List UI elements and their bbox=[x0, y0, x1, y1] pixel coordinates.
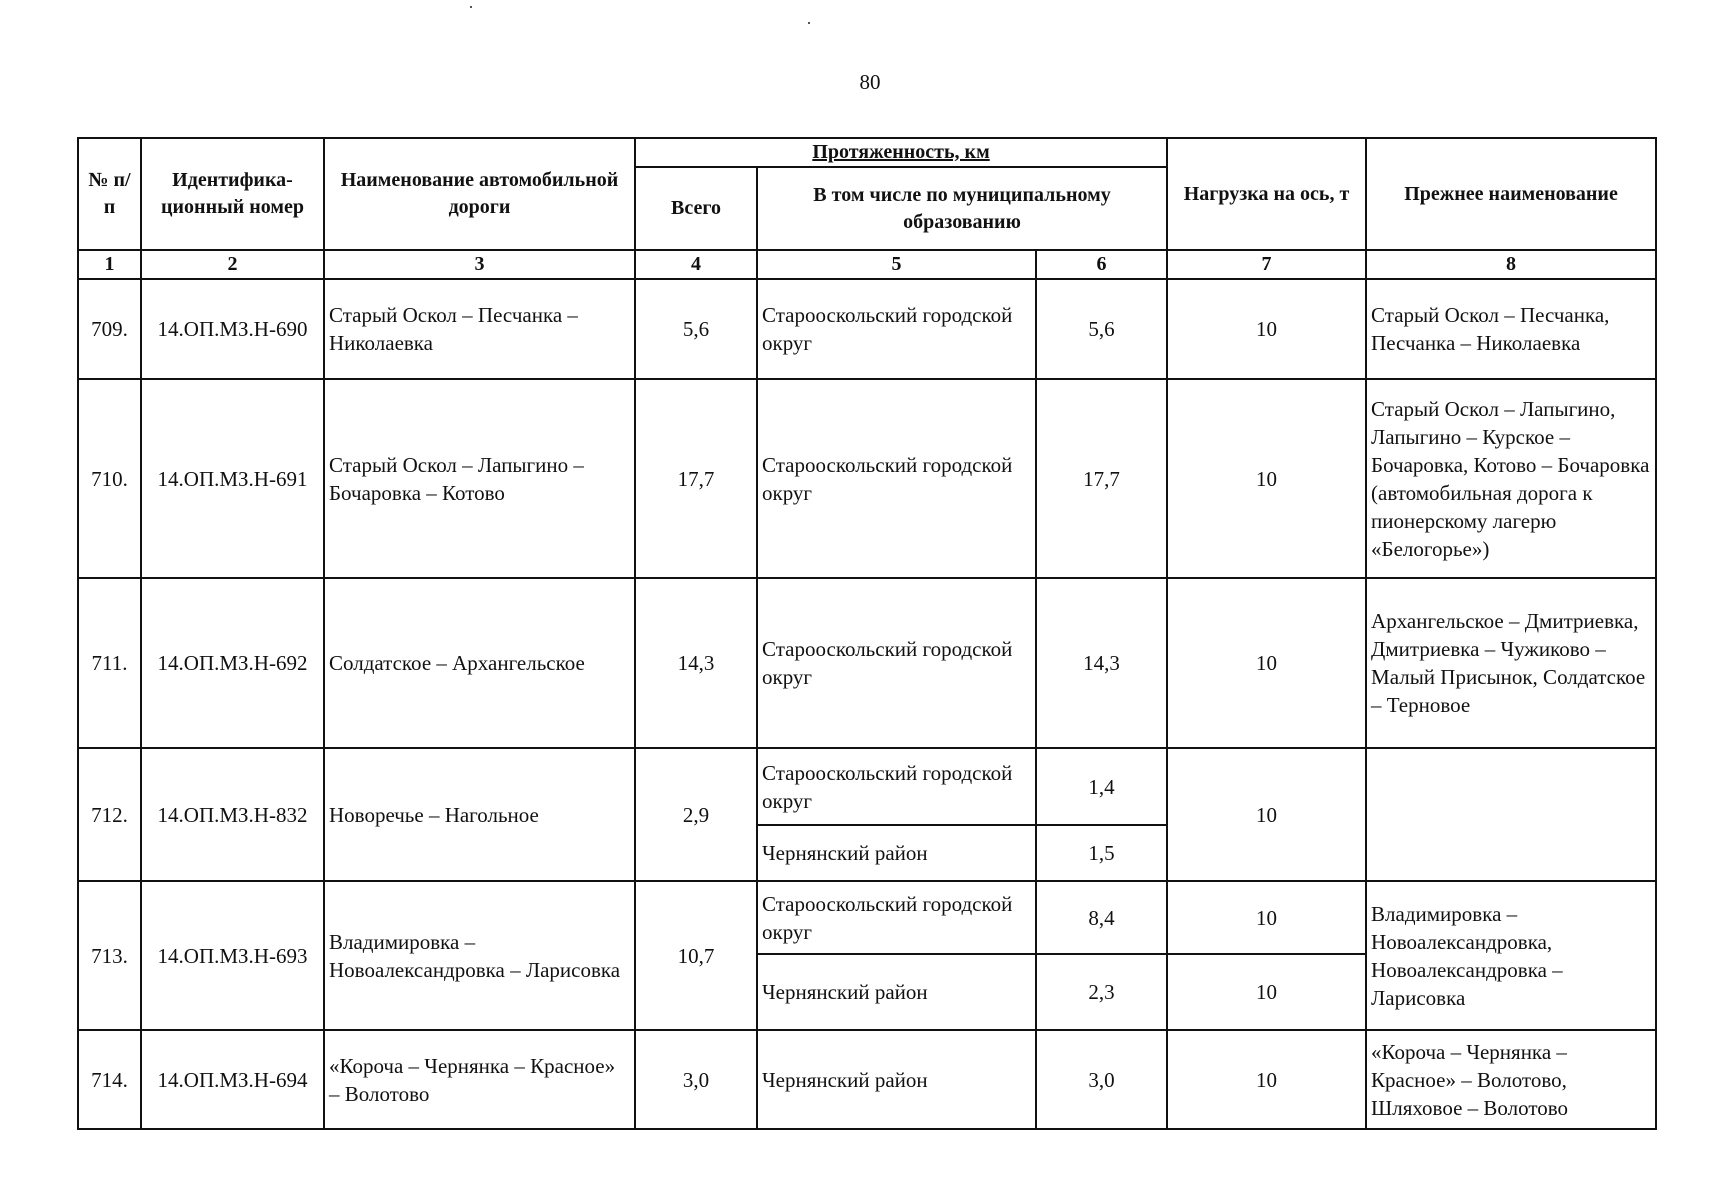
row-number: 709. bbox=[78, 279, 141, 379]
scan-speck bbox=[470, 6, 472, 8]
length-total: 5,6 bbox=[635, 279, 757, 379]
column-number: 7 bbox=[1167, 250, 1366, 279]
road-name: Владимировка – Новоалександровка – Ларисовка bbox=[324, 881, 635, 1030]
road-name: Старый Оскол – Лапыгино – Бочаровка – Котово bbox=[324, 379, 635, 578]
municipality: Старооскольский городской округ bbox=[757, 881, 1036, 954]
header-including: В том числе по муниципальному образованию bbox=[757, 167, 1167, 250]
road-id: 14.ОП.МЗ.Н-693 bbox=[141, 881, 324, 1030]
road-id: 14.ОП.МЗ.Н-694 bbox=[141, 1030, 324, 1129]
length-total: 14,3 bbox=[635, 578, 757, 748]
municipality-length: 5,6 bbox=[1036, 279, 1167, 379]
axle-load: 10 bbox=[1167, 954, 1366, 1030]
table-row bbox=[78, 379, 1656, 578]
road-name: Новоречье – Нагольное bbox=[324, 748, 635, 881]
axle-load: 10 bbox=[1167, 578, 1366, 748]
row-number: 710. bbox=[78, 379, 141, 578]
header-load: Нагрузка на ось, т bbox=[1167, 138, 1366, 250]
column-number: 3 bbox=[324, 250, 635, 279]
length-total: 2,9 bbox=[635, 748, 757, 881]
row-number: 713. bbox=[78, 881, 141, 1030]
header-num: № п/п bbox=[78, 138, 141, 250]
former-name: Архангельское – Дмитриевка, Дмитриевка – Чужиково – Малый Присынок, Солдатское – Терновое bbox=[1366, 578, 1656, 748]
row-number: 711. bbox=[78, 578, 141, 748]
former-name bbox=[1366, 748, 1656, 881]
road-id: 14.ОП.МЗ.Н-690 bbox=[141, 279, 324, 379]
municipality-length: 14,3 bbox=[1036, 578, 1167, 748]
road-name: Солдатское – Архангельское bbox=[324, 578, 635, 748]
column-number: 6 bbox=[1036, 250, 1167, 279]
former-name: Старый Оскол – Песчанка, Песчанка – Николаевка bbox=[1366, 279, 1656, 379]
column-number: 4 bbox=[635, 250, 757, 279]
axle-load: 10 bbox=[1167, 379, 1366, 578]
scan-speck bbox=[808, 22, 810, 24]
table-row bbox=[78, 1030, 1656, 1129]
column-number: 5 bbox=[757, 250, 1036, 279]
municipality: Чернянский район bbox=[757, 1030, 1036, 1129]
row-number: 712. bbox=[78, 748, 141, 881]
road-id: 14.ОП.МЗ.Н-691 bbox=[141, 379, 324, 578]
roads-table bbox=[77, 137, 1657, 1130]
column-number: 1 bbox=[78, 250, 141, 279]
road-name: «Короча – Чернянка – Красное» – Волотово bbox=[324, 1030, 635, 1129]
municipality-length: 17,7 bbox=[1036, 379, 1167, 578]
road-id: 14.ОП.МЗ.Н-832 bbox=[141, 748, 324, 881]
length-total: 10,7 bbox=[635, 881, 757, 1030]
length-total: 3,0 bbox=[635, 1030, 757, 1129]
municipality: Старооскольский городской округ bbox=[757, 379, 1036, 578]
table-row bbox=[78, 279, 1656, 379]
column-number: 2 bbox=[141, 250, 324, 279]
table-row bbox=[78, 881, 1656, 954]
axle-load: 10 bbox=[1167, 881, 1366, 954]
row-number: 714. bbox=[78, 1030, 141, 1129]
column-number: 8 bbox=[1366, 250, 1656, 279]
page-number: 80 bbox=[859, 70, 881, 94]
road-name: Старый Оскол – Песчанка – Николаевка bbox=[324, 279, 635, 379]
municipality: Чернянский район bbox=[757, 825, 1036, 881]
axle-load: 10 bbox=[1167, 1030, 1366, 1129]
table-row bbox=[78, 748, 1656, 825]
header-length: Протяженность, км bbox=[635, 138, 1167, 167]
former-name: Старый Оскол – Лапыгино, Лапыгино – Курское – Бочаровка, Котово – Бочаровка (автомобильная дорога к пионерскому лагерю «Белогорье») bbox=[1366, 379, 1656, 578]
municipality: Старооскольский городской округ bbox=[757, 279, 1036, 379]
header-total: Всего bbox=[635, 167, 757, 250]
municipality-length: 2,3 bbox=[1036, 954, 1167, 1030]
axle-load: 10 bbox=[1167, 748, 1366, 881]
municipality: Старооскольский городской округ bbox=[757, 578, 1036, 748]
municipality-length: 8,4 bbox=[1036, 881, 1167, 954]
road-id: 14.ОП.МЗ.Н-692 bbox=[141, 578, 324, 748]
table-row bbox=[78, 578, 1656, 748]
axle-load: 10 bbox=[1167, 279, 1366, 379]
former-name: «Короча – Чернянка – Красное» – Волотово, Шляховое – Волотово bbox=[1366, 1030, 1656, 1129]
header-former-name: Прежнее наименование bbox=[1366, 138, 1656, 250]
municipality: Чернянский район bbox=[757, 954, 1036, 1030]
former-name: Владимировка – Новоалександровка, Новоалександровка – Ларисовка bbox=[1366, 881, 1656, 1030]
municipality-length: 1,5 bbox=[1036, 825, 1167, 881]
municipality: Старооскольский городской округ bbox=[757, 748, 1036, 825]
municipality-length: 1,4 bbox=[1036, 748, 1167, 825]
municipality-length: 3,0 bbox=[1036, 1030, 1167, 1129]
length-total: 17,7 bbox=[635, 379, 757, 578]
header-id: Идентифика-ционный номер bbox=[141, 138, 324, 250]
header-name: Наименование автомобильной дороги bbox=[324, 138, 635, 250]
